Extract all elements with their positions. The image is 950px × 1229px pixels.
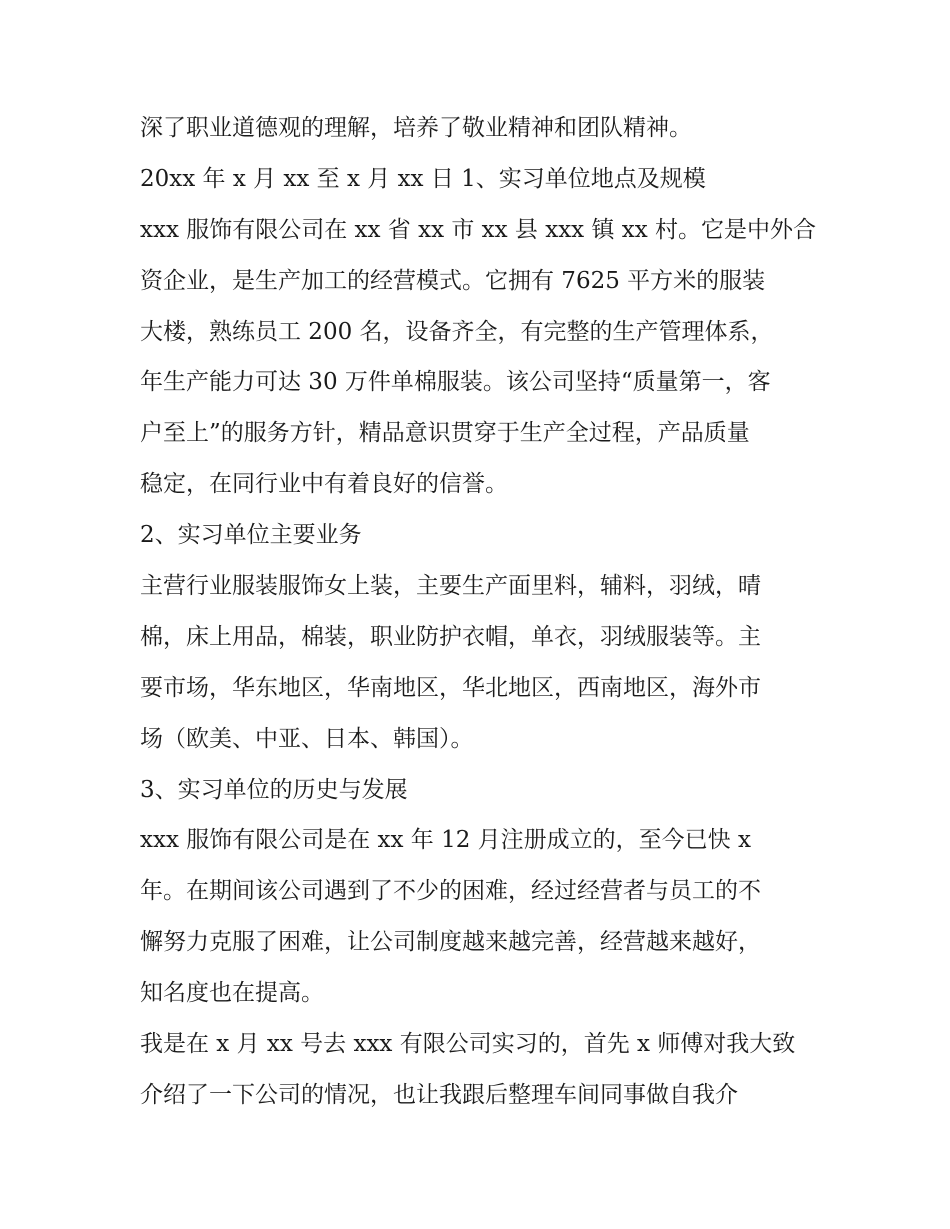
text-line: 知名度也在提高。 (140, 980, 324, 1007)
text-line: 大楼，熟练员工 200 名，设备齐全，有完整的生产管理体系， (140, 318, 774, 345)
text-line: 年。在期间该公司遇到了不少的困难，经过经营者与员工的不 (140, 878, 761, 905)
text-line: 户至上”的服务方针，精品意识贯穿于生产全过程，产品质量 (140, 420, 750, 447)
text-line: 年生产能力可达 30 万件单棉服装。该公司坚持“质量第一，客 (140, 369, 771, 396)
text-line: 深了职业道德观的理解，培养了敬业精神和团队精神。 (140, 115, 692, 141)
document-body (140, 103, 820, 1121)
text-line: 介绍了一下公司的情况，也让我跟后整理车间同事做自我介 (140, 1081, 738, 1108)
text-line: 我是在 x 月 xx 号去 xxx 有限公司实习的，首先 x 师傅对我大致 (140, 1031, 796, 1058)
text-line: xxx 服饰有限公司在 xx 省 xx 市 xx 县 xxx 镇 xx 村。它是中外合 (140, 216, 817, 243)
text-line: 主营行业服装服饰女上装，主要生产面里料，辅料，羽绒，晴 (140, 573, 761, 600)
text-line: 稳定，在同行业中有着良好的信誉。 (140, 471, 508, 498)
section-heading: 2、实习单位主要业务 (140, 522, 362, 549)
text-line: 场（欧美、中亚、日本、韩国）。 (140, 725, 474, 752)
text-line: xxx 服饰有限公司是在 xx 年 12 月注册成立的，至今已快 x (140, 827, 751, 854)
text-line: 棉，床上用品，棉装，职业防护衣帽，单衣，羽绒服装等。主 (140, 623, 761, 650)
text-line: 资企业，是生产加工的经营模式。它拥有 7625 平方米的服装 (140, 267, 766, 294)
text-line: 要市场，华东地区，华南地区，华北地区，西南地区，海外市 (140, 674, 761, 701)
text-line: 20xx 年 x 月 xx 至 x 月 xx 日 1、实习单位地点及规模 (140, 165, 706, 192)
section-heading: 3、实习单位的历史与发展 (140, 776, 408, 803)
text-line: 懈努力克服了困难，让公司制度越来越完善，经营越来越好， (140, 929, 761, 956)
